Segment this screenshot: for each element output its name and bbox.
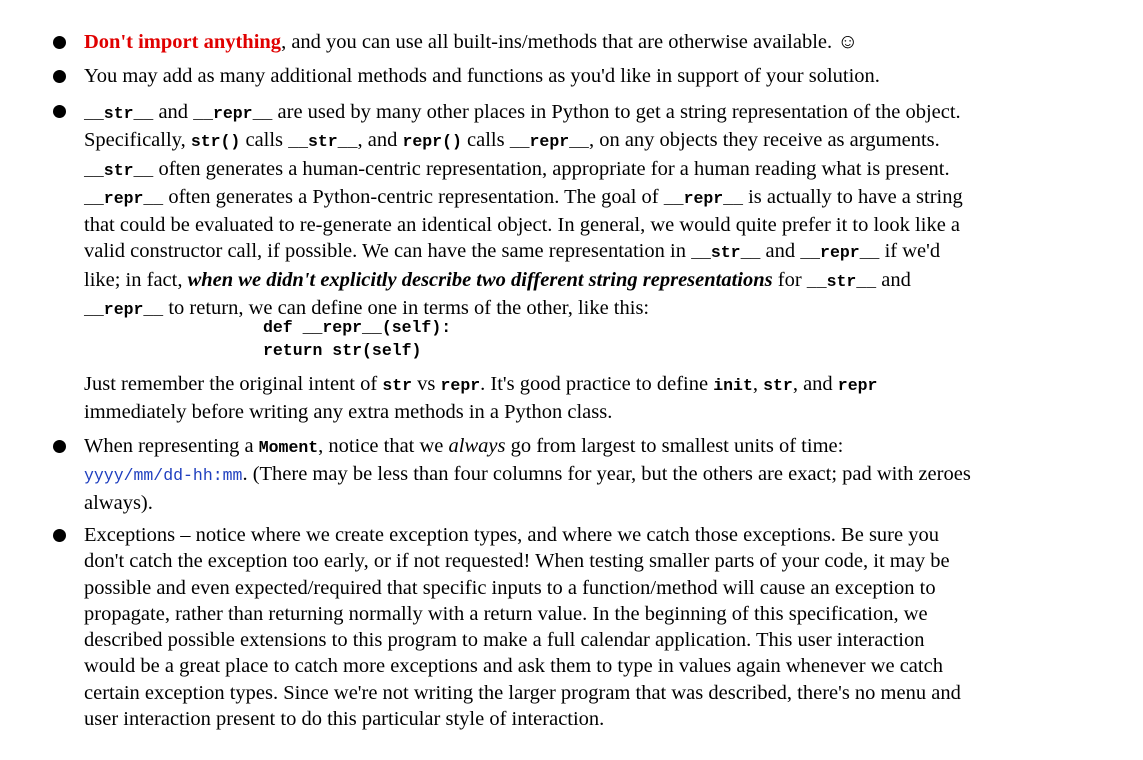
- text-line: would be a great place to catch more exceptions and ask them to type in values again whenever we catch: [84, 655, 943, 678]
- text: often generates a human-centric representation, appropriate for a human reading what is present.: [153, 157, 950, 180]
- text: calls: [240, 129, 289, 152]
- text: like; in fact,: [84, 268, 188, 291]
- bullet-5-text: [84, 522, 1084, 732]
- text-line: possible and even expected/required that specific inputs to a function/method will cause an exception to: [84, 576, 936, 599]
- text: Specifically,: [84, 129, 191, 152]
- no-import-warning: Don't import anything: [84, 31, 282, 53]
- text: are used by many other places in Python to get a string representation of the object.: [272, 101, 961, 123]
- code-str: __str__: [691, 243, 761, 263]
- code-repr: __repr__: [84, 188, 164, 208]
- text: if we'd: [879, 240, 941, 263]
- text: calls: [461, 129, 510, 152]
- code-str: __str__: [84, 160, 154, 180]
- text-line: propagate, rather than returning normally with a return value. In the beginning of this specification, we: [84, 602, 928, 625]
- text: vs: [412, 373, 441, 395]
- code-str-call: str(): [190, 132, 241, 152]
- code-str: __str__: [288, 132, 358, 152]
- bullet-3-text: [84, 99, 1084, 323]
- bullet-3-continued: [84, 371, 1084, 426]
- text: , and: [357, 129, 403, 152]
- code-line-2: return str(self): [263, 341, 422, 360]
- text: is actually to have a string: [742, 185, 963, 208]
- bullet-3-marker: [53, 105, 66, 118]
- bullet-4-marker: [53, 440, 66, 453]
- text: go from largest to smallest units of time:: [505, 435, 844, 457]
- bullet-1-marker: [53, 36, 66, 49]
- text: often generates a Python-centric representation. The goal of: [163, 185, 664, 208]
- emphasis-always: always: [448, 435, 506, 457]
- b1-rest: , and you can use all built-ins/methods that are otherwise available. ☺: [281, 31, 859, 53]
- code-init: init: [713, 376, 753, 395]
- text: , and: [792, 373, 838, 395]
- bullet-2-marker: [53, 70, 66, 83]
- b2-text: You may add as many additional methods and functions as you'd like in support of your solution.: [84, 65, 880, 87]
- code-repr: __repr__: [509, 132, 589, 152]
- text-line: Exceptions – notice where we create exception types, and where we catch those exceptions. Be sure you: [84, 524, 939, 546]
- text: ,: [752, 373, 764, 395]
- text-line: don't catch the exception too early, or if not requested! When testing smaller parts of your code, it may be: [84, 550, 950, 573]
- text: , notice that we: [318, 435, 449, 457]
- bullet-1-text: [84, 29, 1084, 55]
- bullet-5-marker: [53, 529, 66, 542]
- bullet-2-text: [84, 63, 1084, 89]
- code-repr: repr: [440, 376, 481, 395]
- text-line: immediately before writing any extra methods in a Python class.: [84, 401, 613, 424]
- text-line: user interaction present to do this particular style of interaction.: [84, 708, 605, 731]
- code-str: __str__: [84, 104, 154, 123]
- text: for: [772, 268, 807, 291]
- text: . It's good practice to define: [480, 373, 714, 395]
- code-str: str: [382, 376, 413, 395]
- text: and: [876, 268, 911, 291]
- code-repr-call: repr(): [402, 132, 462, 152]
- bullet-4-text: [84, 433, 1084, 516]
- date-format-code: yyyy/mm/dd-hh:mm: [84, 466, 243, 486]
- code-repr: __repr__: [800, 243, 880, 263]
- code-line-1: def __repr__(self):: [263, 318, 452, 337]
- text: to return, we can define one in terms of the other, like this:: [163, 297, 650, 320]
- code-str: __str__: [806, 271, 877, 291]
- text-line: always).: [84, 491, 153, 514]
- code-repr: repr: [837, 376, 878, 395]
- code-moment: Moment: [258, 438, 319, 457]
- text: When representing a: [84, 435, 259, 457]
- text: Just remember the original intent of: [84, 373, 383, 395]
- code-repr: __repr__: [193, 104, 273, 123]
- code-example: [263, 316, 451, 362]
- code-repr: __repr__: [84, 300, 164, 320]
- emphasis-text: when we didn't explicitly describe two different string representations: [187, 268, 773, 291]
- text-line: that could be evaluated to re-generate an identical object. In general, we would quite prefer it to look like a: [84, 214, 961, 237]
- text: . (There may be less than four columns for year, but the others are exact; pad with zeroes: [242, 463, 971, 486]
- text: and: [153, 101, 194, 123]
- text: valid constructor call, if possible. We can have the same representation in: [84, 240, 692, 263]
- code-repr: __repr__: [663, 188, 743, 208]
- text: and: [760, 240, 801, 263]
- text-line: described possible extensions to this program to make a full calendar application. This user interaction: [84, 629, 925, 652]
- text: , on any objects they receive as arguments.: [588, 129, 940, 152]
- text-line: certain exception types. Since we're not writing the larger program that was described, there's no menu and: [84, 681, 961, 704]
- code-str: str: [763, 376, 793, 395]
